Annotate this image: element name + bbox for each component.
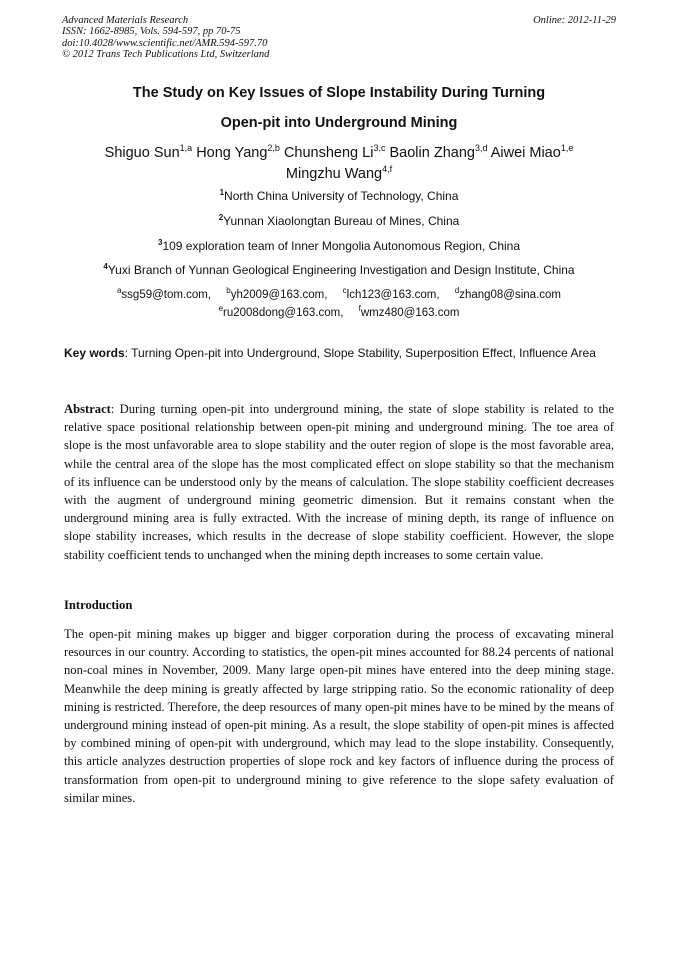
issn-line: ISSN: 1662-8985, Vols. 594-597, pp 70-75 — [62, 26, 241, 38]
author-sup: 3,c — [373, 143, 386, 153]
email-line-1 — [62, 286, 616, 301]
affiliation-2 — [62, 214, 616, 228]
affiliation-text: Yuxi Branch of Yunnan Geological Engineering Investigation and Design Institute, China — [107, 263, 575, 277]
author-sup: 2,b — [267, 143, 280, 153]
email-sup: b — [226, 286, 231, 295]
email-link[interactable]: zhang08@sina.com — [459, 289, 562, 301]
affiliation-sup: 3 — [157, 238, 163, 247]
author-name: Chunsheng Li — [283, 145, 374, 161]
author-list — [62, 143, 616, 185]
affiliation-1 — [62, 189, 616, 203]
journal-name: Advanced Materials Research — [62, 15, 189, 26]
email-link[interactable]: lch123@163.com, — [346, 289, 440, 301]
affiliation-text: 109 exploration team of Inner Mongolia Autonomous Region, China — [162, 239, 520, 253]
affiliation-sup: 2 — [218, 213, 224, 222]
author-sup: 1,e — [560, 143, 574, 153]
author-sup: 4,f — [382, 164, 393, 174]
email-link[interactable]: yh2009@163.com, — [230, 289, 328, 301]
paper-title-line-2: Open-pit into Underground Mining — [220, 115, 458, 131]
author-name: Mingzhu Wang — [285, 166, 383, 182]
author-name: Baolin Zhang — [389, 145, 475, 161]
email-link[interactable]: ru2008dong@163.com, — [223, 307, 344, 319]
abstract-paragraph — [64, 400, 614, 564]
affiliation-4 — [62, 263, 616, 277]
doi-line: doi:10.4028/www.scientific.net/AMR.594-597.70 — [62, 37, 268, 49]
affiliation-sup: 1 — [219, 188, 225, 197]
keywords-label: Key words — [64, 346, 125, 360]
author-name: Aiwei Miao — [490, 145, 561, 161]
journal-header — [62, 15, 616, 61]
email-link[interactable]: ssg59@tom.com, — [121, 289, 212, 301]
email-link[interactable]: wmz480@163.com — [360, 307, 460, 319]
author-sup: 3,d — [474, 143, 488, 153]
introduction-paragraph: The open-pit mining makes up bigger and bigger corporation during the process of excavating mineral resources in our country. According to statistics, the open-pit mines accounted for 88.24 percents of national non-coal mines in November, 2009. Many large open-pit mines have entered into the deep mining stage. Meanwhile the deep mining is greatly affected by large stripping ratio. So the economic rationality of deep mining is restricted. Therefore, the deep resources of many open-pit mines have to be mined by the means of underground mining instead of open-pit mining. As a result, the slope stability of open-pit mines is affected by combined mining of open-pit with underground, which may lead to the slope instability. Consequently, this article analyzes destruction properties of slope rock and key factors of influence during the process of transformation from open-pit to underground mining to give reference to the slope safety evaluation of similar mines. — [64, 627, 614, 805]
abstract-label: Abstract — [64, 402, 111, 416]
online-date: Online: 2012-11-29 — [533, 15, 616, 26]
email-sup: c — [342, 286, 347, 295]
abstract-text: : During turning open-pit into underground mining, the state of slope stability is related to the relative space positional relationship between open-pit mining and underground mining. The toe area of slope is the most unfavorable area to slope stability and the outer region of slope is the most favorable area, while the central area of the slope has the most complicated effect on slope stability so that the mechanism of its influence can be understood only by the means of calculation. The slope stability coefficient decreases with the augment of underground mining geometric dimension. But it remains constant when the underground mining area is fully extracted. With the increase of mining depth, its range of influence on slope stability increases, which results in the decrease of slope stability coefficient. However, the slope stability coefficient tends to unchanged when the mining depth increases to some certain value. — [64, 402, 614, 562]
email-sup: f — [358, 304, 361, 313]
keywords-text: : Turning Open-pit into Underground, Slope Stability, Superposition Effect, Influence Area — [124, 346, 596, 360]
keywords-paragraph — [64, 345, 614, 363]
affiliation-text: North China University of Technology, China — [224, 189, 459, 203]
email-line-2 — [62, 304, 616, 319]
email-sup: e — [218, 304, 224, 313]
author-name: Hong Yang — [196, 145, 268, 161]
section-heading-introduction: Introduction — [64, 598, 133, 612]
affiliation-3 — [62, 239, 616, 253]
affiliation-text: Yunnan Xiaolongtan Bureau of Mines, China — [223, 214, 460, 228]
author-name: Shiguo Sun — [104, 145, 180, 161]
paper-title-line-1: The Study on Key Issues of Slope Instability During Turning — [132, 85, 546, 101]
email-sup: a — [116, 286, 122, 295]
email-sup: d — [454, 286, 460, 295]
copyright-line: © 2012 Trans Tech Publications Ltd, Switzerland — [62, 49, 270, 61]
author-sup: 1,a — [179, 143, 193, 153]
affiliation-sup: 4 — [103, 262, 108, 271]
